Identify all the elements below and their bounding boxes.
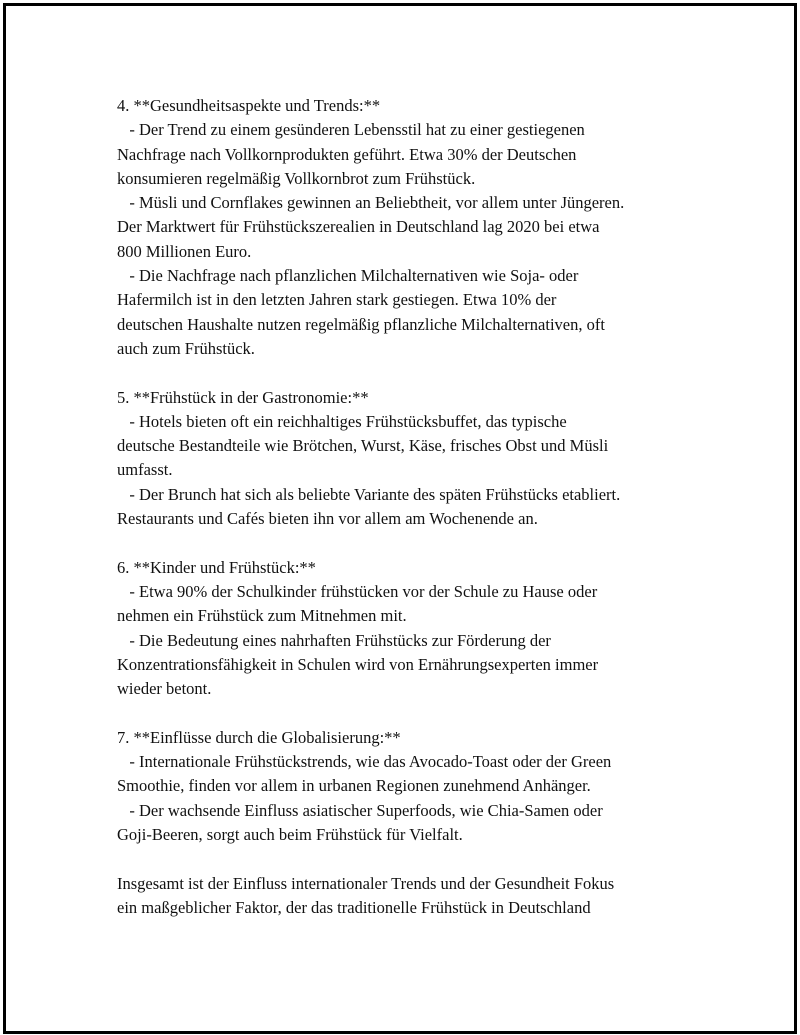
text-line: Der Marktwert für Frühstückszerealien in Deutschland lag 2020 bei etwa [117, 217, 600, 237]
text-line: - Hotels bieten oft ein reichhaltiges Frühstücksbuffet, das typische [117, 411, 567, 431]
section-heading: 6. **Kinder und Frühstück:** [117, 557, 316, 577]
text-line: Konzentrationsfähigkeit in Schulen wird von Ernährungsexperten immer [117, 654, 599, 674]
text-line: Insgesamt ist der Einfluss internationaler Trends und der Gesundheit Fokus [117, 873, 615, 893]
section-globalization [117, 726, 697, 847]
document-body [117, 94, 697, 944]
text-line: nehmen ein Frühstück zum Mitnehmen mit. [117, 606, 407, 626]
text-line: Restaurants und Cafés bieten ihn vor allem am Wochenende an. [117, 509, 538, 529]
text-line: - Internationale Frühstückstrends, wie das Avocado-Toast oder der Green [117, 752, 612, 772]
text-line: ein maßgeblicher Faktor, der das traditionelle Frühstück in Deutschland [117, 897, 591, 917]
text-line: - Der Trend zu einem gesünderen Lebensstil hat zu einer gestiegenen [117, 120, 585, 140]
section-heading: 4. **Gesundheitsaspekte und Trends:** [117, 96, 381, 115]
section-heading: 7. **Einflüsse durch die Globalisierung:** [117, 727, 401, 747]
text-line: konsumieren regelmäßig Vollkornbrot zum Frühstück. [117, 168, 476, 188]
text-line: deutsche Bestandteile wie Brötchen, Wurst, Käse, frisches Obst und Müsli [117, 436, 609, 456]
section-gastronomy [117, 386, 697, 532]
text-line: Nachfrage nach Vollkornprodukten geführt. Etwa 30% der Deutschen [117, 144, 577, 164]
text-line: Smoothie, finden vor allem in urbanen Regionen zunehmend Anhänger. [117, 776, 591, 796]
text-line: Hafermilch ist in den letzten Jahren stark gestiegen. Etwa 10% der [117, 290, 557, 310]
text-line: - Die Bedeutung eines nahrhaften Frühstücks zur Förderung der [117, 630, 551, 650]
section-conclusion [117, 872, 697, 921]
text-line: umfasst. [117, 460, 173, 480]
text-line: - Der wachsende Einfluss asiatischer Superfoods, wie Chia-Samen oder [117, 800, 603, 820]
text-line: deutschen Haushalte nutzen regelmäßig pflanzliche Milchalternativen, oft [117, 314, 605, 334]
text-line: auch zum Frühstück. [117, 338, 255, 358]
section-children [117, 556, 697, 702]
section-heading: 5. **Frühstück in der Gastronomie:** [117, 387, 369, 407]
text-line: Goji-Beeren, sorgt auch beim Frühstück für Vielfalt. [117, 824, 463, 844]
text-line: 800 Millionen Euro. [117, 241, 252, 261]
text-line: - Müsli und Cornflakes gewinnen an Beliebtheit, vor allem unter Jüngeren. [117, 193, 625, 213]
text-line: - Der Brunch hat sich als beliebte Variante des späten Frühstücks etabliert. [117, 484, 621, 504]
text-line: - Die Nachfrage nach pflanzlichen Milchalternativen wie Soja- oder [117, 266, 579, 286]
section-health-trends [117, 94, 697, 361]
text-line: wieder betont. [117, 679, 212, 699]
text-line: - Etwa 90% der Schulkinder frühstücken vor der Schule zu Hause oder [117, 581, 598, 601]
